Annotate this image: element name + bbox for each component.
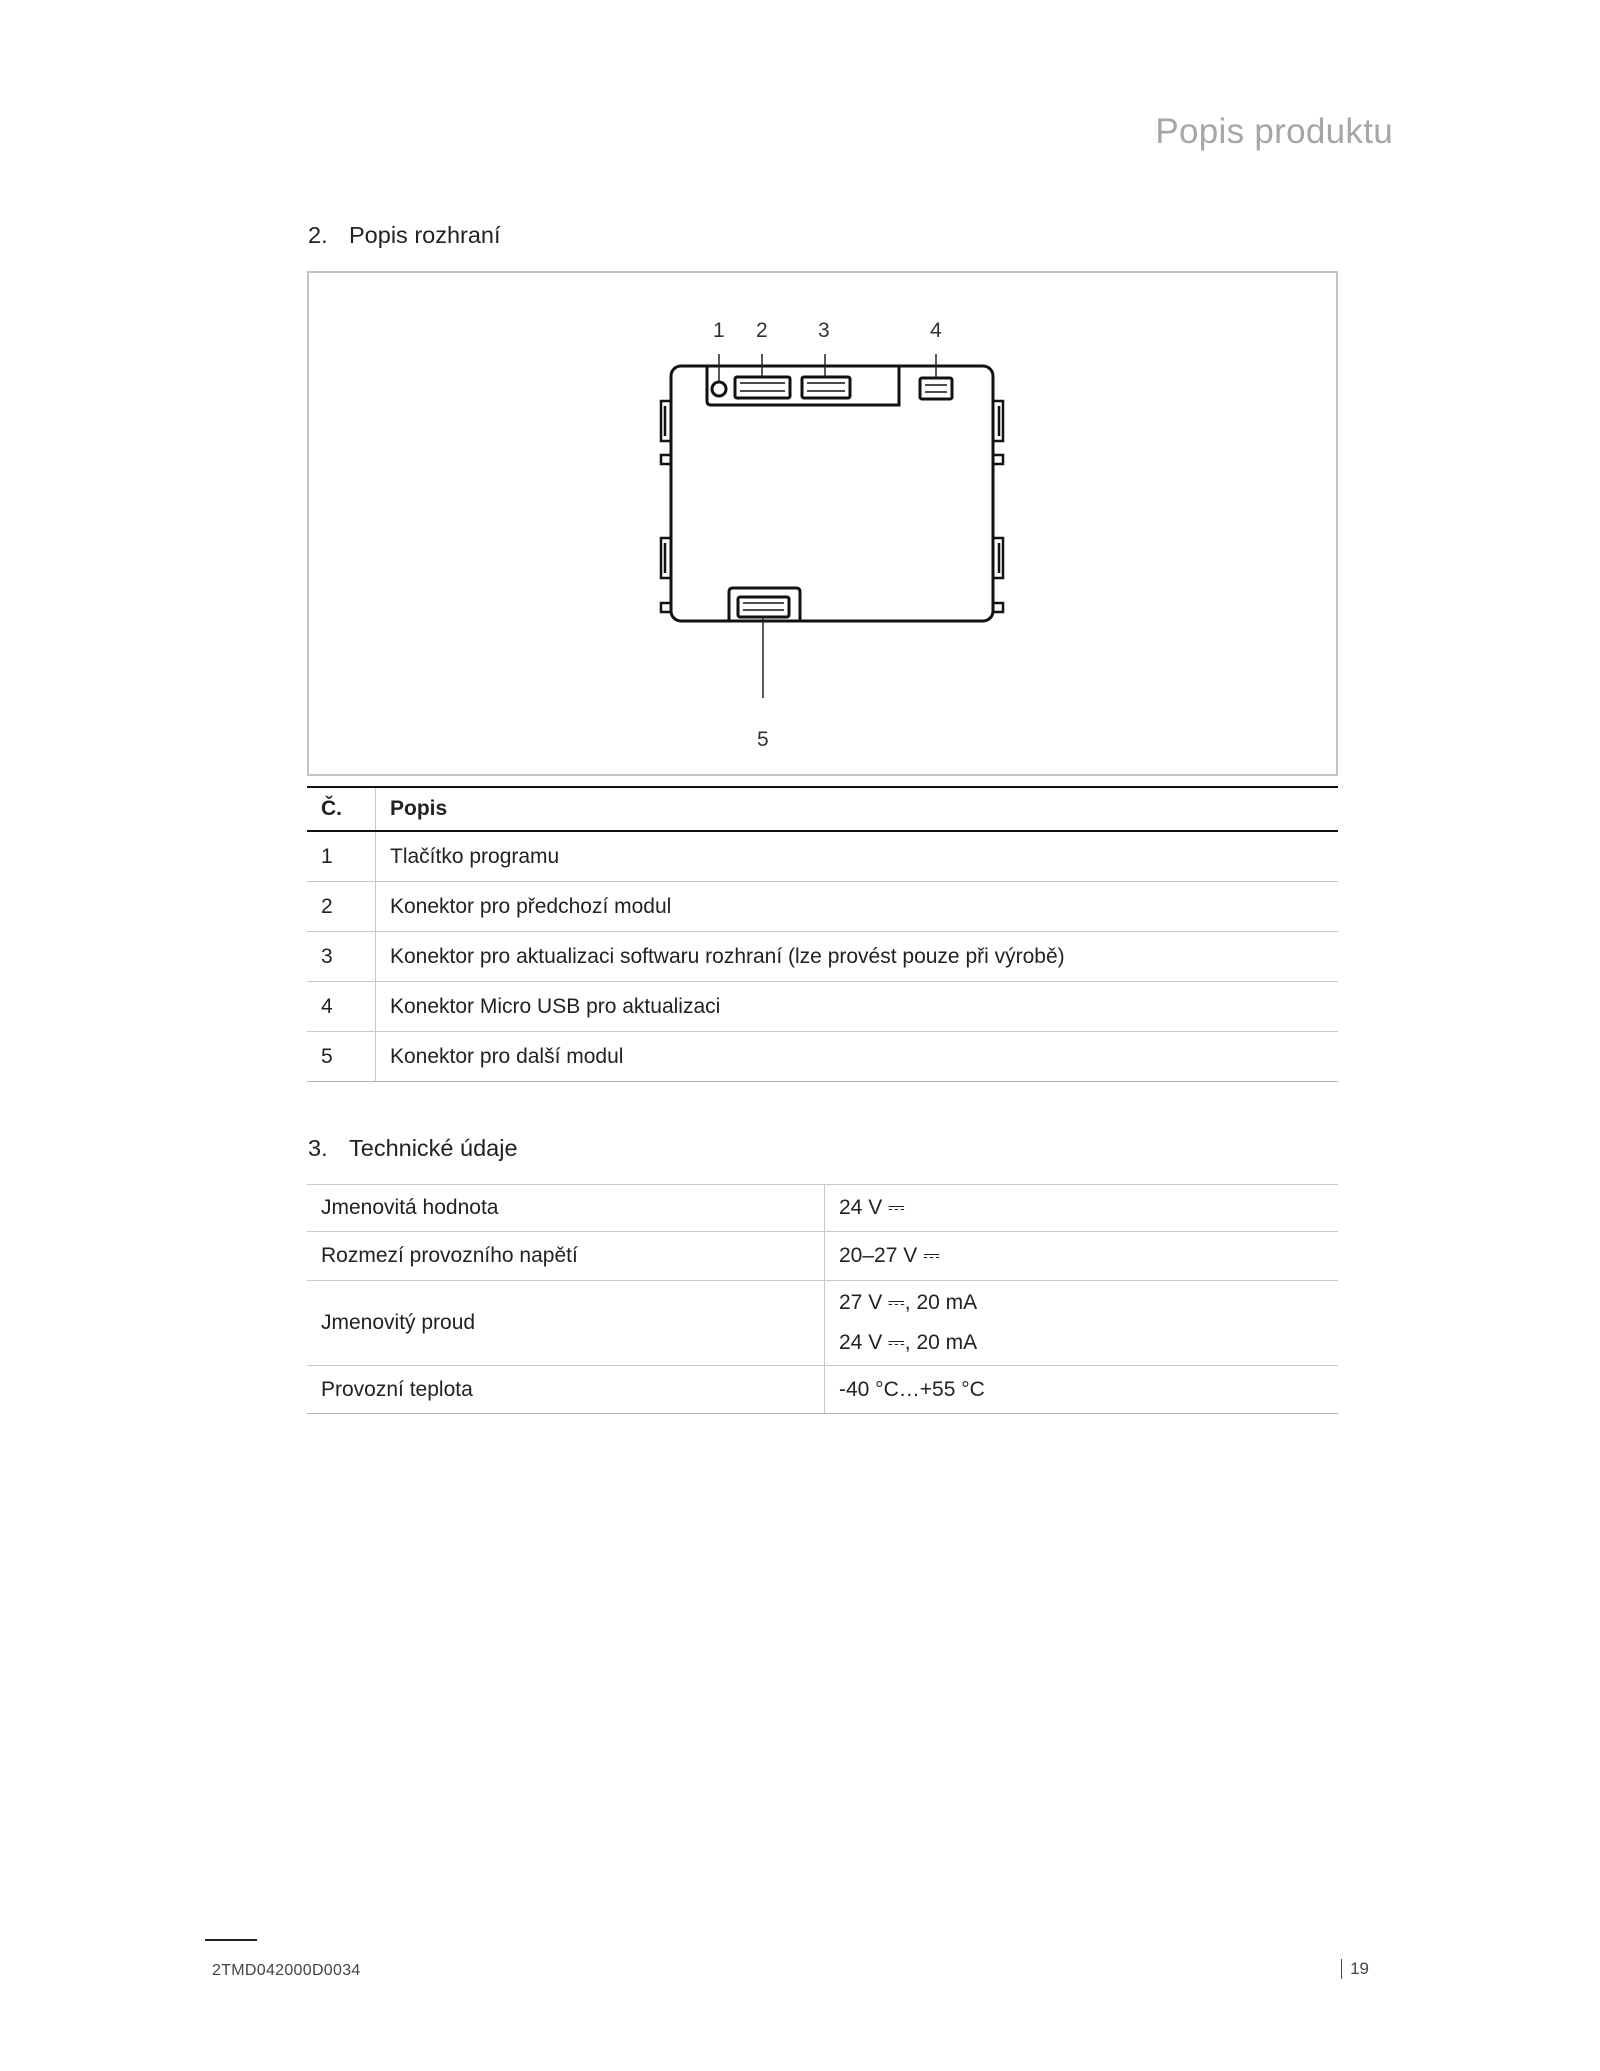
row-description: Konektor Micro USB pro aktualizaci (376, 982, 1339, 1032)
row-description: Konektor pro další modul (376, 1032, 1339, 1082)
connector-previous-module (735, 377, 790, 398)
interface-figure (307, 271, 1338, 776)
spec-value: -40 °C…+55 °C (825, 1366, 1339, 1414)
callout-4: 4 (930, 319, 942, 342)
row-number: 3 (307, 932, 376, 982)
callout-5: 5 (757, 728, 769, 751)
section-heading-technical (308, 1135, 518, 1162)
row-description: Konektor pro předchozí modul (376, 882, 1339, 932)
spec-label: Jmenovitý proud (307, 1281, 825, 1366)
table-row (307, 932, 1338, 982)
micro-usb-port (920, 378, 952, 399)
spec-value: 24 V ⎓ (825, 1185, 1339, 1232)
section-title: Popis rozhraní (349, 222, 501, 248)
interface-table (307, 786, 1338, 1082)
row-description: Konektor pro aktualizaci softwaru rozhraní (lze provést pouze při výrobě) (376, 932, 1339, 982)
connector-next-module (738, 597, 789, 617)
table-row (307, 1232, 1338, 1281)
spec-value: 27 V ⎓, 20 mA (839, 1291, 978, 1314)
header-description: Popis (376, 787, 1339, 831)
row-description: Tlačítko programu (376, 831, 1339, 882)
chapter-title: Popis produktu (1155, 112, 1393, 151)
row-number: 2 (307, 882, 376, 932)
row-number: 4 (307, 982, 376, 1032)
footer-page-number: 19 (1341, 1959, 1369, 1979)
table-row (307, 1032, 1338, 1082)
table-row (307, 982, 1338, 1032)
callout-1: 1 (713, 319, 725, 342)
spec-value-group (825, 1281, 1339, 1366)
technical-data-table (307, 1184, 1338, 1414)
callout-2: 2 (756, 319, 768, 342)
table-row (307, 831, 1338, 882)
footer-document-number: 2TMD042000D0034 (212, 1962, 361, 1979)
table-row (307, 1281, 1338, 1366)
header-number: Č. (307, 787, 376, 831)
spec-value: 20–27 V ⎓ (825, 1232, 1339, 1281)
callout-3: 3 (818, 319, 830, 342)
spec-label: Rozmezí provozního napětí (307, 1232, 825, 1281)
connector-software-update (802, 377, 850, 398)
table-row (307, 882, 1338, 932)
module-diagram (309, 273, 1335, 773)
section-heading-interface (308, 222, 501, 249)
section-number: 3. (308, 1135, 328, 1161)
row-number: 5 (307, 1032, 376, 1082)
table-row (307, 1185, 1338, 1232)
table-row (307, 1366, 1338, 1414)
spec-label: Provozní teplota (307, 1366, 825, 1414)
row-number: 1 (307, 831, 376, 882)
table-header-row (307, 787, 1338, 831)
spec-value: 24 V ⎓, 20 mA (839, 1331, 978, 1354)
section-number: 2. (308, 222, 328, 248)
spec-label: Jmenovitá hodnota (307, 1185, 825, 1232)
section-title: Technické údaje (349, 1135, 518, 1161)
footer-rule (205, 1939, 257, 1941)
program-button (712, 382, 726, 396)
side-clips (661, 401, 1003, 612)
